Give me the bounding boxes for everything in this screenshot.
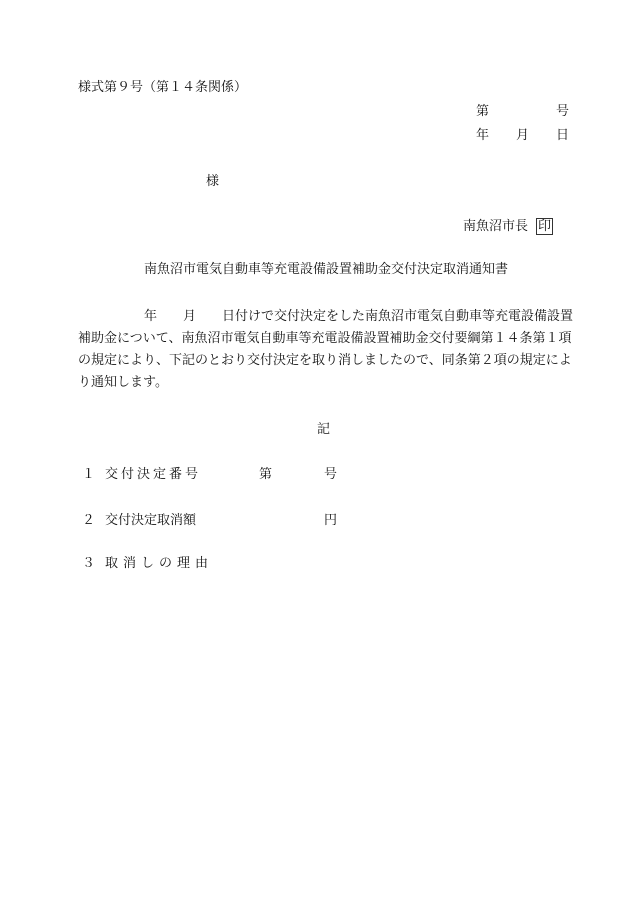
date-year: 年 <box>476 128 490 143</box>
body-month: 月 <box>183 309 197 324</box>
seal-stamp: 印 <box>538 219 552 234</box>
body-paragraph <box>78 306 574 394</box>
body-line-2: 補助金について、南魚沼市電気自動車等充電設備設置補助金交付要綱第１４条第１項 <box>78 331 572 346</box>
form-header: 様式第９号（第１４条関係） <box>78 80 248 95</box>
item-2-number: ２ <box>82 513 96 528</box>
item-2-value-suffix: 円 <box>324 513 338 528</box>
body-line-3: の規定により、下記のとおり交付決定を取り消しましたので、同条第２項の規定によ <box>78 353 572 368</box>
date-day: 日 <box>556 128 570 143</box>
ki-heading: 記 <box>317 422 331 437</box>
body-line-4: り通知します。 <box>78 375 168 390</box>
item-1-number: １ <box>82 467 96 482</box>
item-1-value-prefix: 第 <box>259 467 273 482</box>
item-1-value-suffix: 号 <box>324 467 338 482</box>
doc-number-suffix: 号 <box>556 104 570 119</box>
item-3-number: ３ <box>82 556 96 571</box>
date-month: 月 <box>516 128 530 143</box>
issuer <box>463 218 553 235</box>
item-2-label: 交付決定取消額 <box>105 513 197 528</box>
doc-number-prefix: 第 <box>476 104 490 119</box>
body-line-1 <box>78 306 574 328</box>
item-1-label: 交付決定番号 <box>105 467 202 482</box>
body-line-1-rest: 日付けで交付決定をした南魚沼市電気自動車等充電設備設置 <box>222 309 574 324</box>
document-title: 南魚沼市電気自動車等充電設備設置補助金交付決定取消通知書 <box>144 262 509 277</box>
issuer-name: 南魚沼市長 <box>463 219 529 234</box>
body-year: 年 <box>144 309 158 324</box>
item-3-label: 取消しの理由 <box>105 556 214 571</box>
addressee: 様 <box>206 174 220 189</box>
